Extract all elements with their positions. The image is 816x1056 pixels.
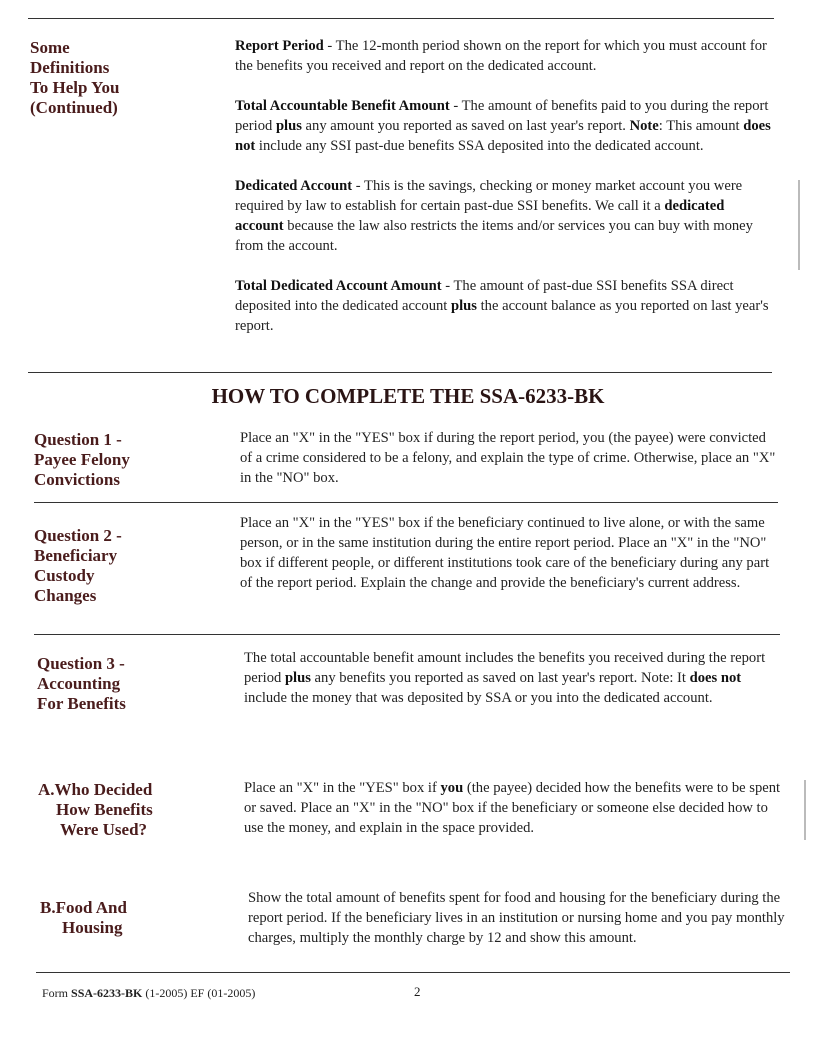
emphasis: plus bbox=[451, 298, 477, 314]
q3-text: any benefits you reported as saved on last year's report. Note: It bbox=[310, 670, 690, 686]
qb-text: Show the total amount of benefits spent for food and housing for the beneficiary during the report period. If the beneficiary lives in an institution or nursing home and you pay monthly charges, multiply the monthly charge by 12 and show this amount. bbox=[248, 890, 785, 946]
definition-text: - The 12-month period shown on the report for which you must account for the benefits you received and report on the dedicated account. bbox=[235, 38, 767, 74]
side-line: Accounting bbox=[37, 674, 121, 693]
qa-body bbox=[244, 778, 784, 838]
side-line: Question 2 - bbox=[34, 526, 122, 545]
q1-text: Place an "X" in the "YES" box if during the report period, you (the payee) were convicted of a crime considered to be a felony, and explain the type of crime. Otherwise, place an "X" in the "NO" box. bbox=[240, 430, 776, 486]
q2-side-label bbox=[34, 526, 122, 606]
side-line: Question 3 - bbox=[37, 654, 125, 673]
definition-text: because the law also restricts the items and/or services you can buy with money from the account. bbox=[235, 218, 753, 254]
side-line: To Help You bbox=[30, 78, 120, 97]
form-edition: (1-2005) EF (01-2005) bbox=[142, 986, 256, 1000]
form-footer bbox=[42, 986, 255, 1001]
side-line: Changes bbox=[34, 586, 97, 605]
section-rule bbox=[28, 372, 772, 373]
term: Dedicated Account bbox=[235, 178, 353, 194]
term: Total Dedicated Account Amount bbox=[235, 278, 442, 294]
emphasis: plus bbox=[284, 670, 311, 686]
total-accountable-definition bbox=[235, 96, 775, 156]
side-line: (Continued) bbox=[30, 98, 118, 117]
scan-mark bbox=[798, 180, 800, 270]
total-dedicated-definition bbox=[235, 276, 775, 336]
bottom-rule bbox=[36, 972, 790, 973]
q2-text: Place an "X" in the "YES" box if the beneficiary continued to live alone, or with the same person, or in the same institution during the entire report period. Place an "X" in the "NO" box if different people, or different institutions took care of the beneficiary during any part of the report period. Explain the change and provide the beneficiary's current address. bbox=[240, 515, 770, 591]
dedicated-account-definition bbox=[235, 176, 775, 256]
definition-text: - The amount of past-due SSI benefits SSA direct deposited into the dedicated account bbox=[235, 278, 734, 314]
side-line: Some bbox=[30, 38, 70, 57]
qa-side-label bbox=[38, 780, 153, 840]
side-line: For Benefits bbox=[37, 694, 126, 713]
emphasis: does not bbox=[689, 670, 742, 686]
term: Total Accountable Benefit Amount bbox=[235, 98, 450, 114]
top-rule bbox=[28, 18, 774, 19]
qb-body bbox=[248, 888, 788, 948]
definitions-body bbox=[235, 36, 775, 356]
emphasis: dedicated account bbox=[235, 198, 725, 234]
definition-text: - This is the savings, checking or money market account you were required by law to establish for certain past-due SSI benefits. We call it a bbox=[235, 178, 743, 214]
definition-text: any amount you reported as saved on last year's report. bbox=[301, 118, 630, 134]
footer-prefix: Form bbox=[42, 986, 72, 1000]
side-line: Custody bbox=[34, 566, 95, 585]
scan-mark bbox=[804, 780, 806, 840]
side-line: A.Who Decided bbox=[38, 780, 153, 799]
q2-body bbox=[240, 513, 778, 593]
side-line: How Benefits bbox=[56, 800, 153, 819]
side-line: Payee Felony bbox=[34, 450, 130, 469]
note-label: Note bbox=[629, 118, 659, 134]
q3-side-label bbox=[37, 654, 126, 714]
emphasis: you bbox=[440, 780, 464, 796]
section-heading: HOW TO COMPLETE THE SSA-6233-BK bbox=[211, 384, 605, 408]
emphasis: does not bbox=[235, 118, 771, 154]
q1-body bbox=[240, 428, 778, 488]
q3-body bbox=[244, 648, 784, 708]
definitions-side-label bbox=[30, 38, 119, 118]
side-line: B.Food And bbox=[40, 898, 127, 917]
side-line: Beneficiary bbox=[34, 546, 118, 565]
qa-text: (the payee) decided how the benefits were to be spent or saved. Place an "X" in the "NO" box if the beneficiary or someone else decided how to use the money, and explain in the space provided. bbox=[244, 780, 781, 836]
report-period-definition bbox=[235, 36, 775, 76]
q2-rule bbox=[34, 634, 780, 635]
page-number: 2 bbox=[414, 984, 421, 999]
qb-side-label bbox=[40, 898, 127, 938]
q3-text: The total accountable benefit amount includes the benefits you received during the report period bbox=[244, 650, 766, 686]
side-line: Question 1 - bbox=[34, 430, 122, 449]
term: Report Period bbox=[235, 38, 324, 54]
side-line: Housing bbox=[62, 918, 123, 937]
form-name: SSA-6233-BK bbox=[71, 986, 143, 1000]
q1-rule bbox=[34, 502, 778, 503]
definition-text: - The amount of benefits paid to you during the report period bbox=[235, 98, 769, 134]
q3-text: include the money that was deposited by SSA or you into the dedicated account. bbox=[244, 690, 713, 706]
q1-side-label bbox=[34, 430, 130, 490]
qa-text: Place an "X" in the "YES" box if bbox=[244, 780, 441, 796]
emphasis: plus bbox=[275, 118, 302, 134]
side-line: Convictions bbox=[34, 470, 120, 489]
definition-text: include any SSI past-due benefits SSA deposited into the dedicated account. bbox=[255, 138, 704, 154]
definition-text: the account balance as you reported on last year's report. bbox=[235, 298, 769, 334]
side-line: Were Used? bbox=[60, 820, 148, 839]
side-line: Definitions bbox=[30, 58, 110, 77]
definition-text: : This amount bbox=[658, 118, 744, 134]
